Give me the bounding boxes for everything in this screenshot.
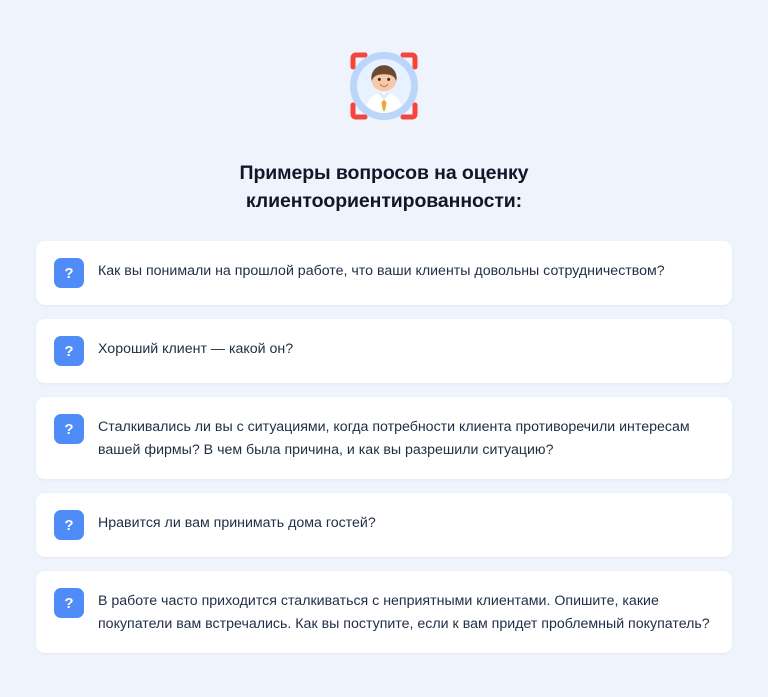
question-text: Хороший клиент — какой он? xyxy=(98,341,294,358)
list-item xyxy=(36,241,732,305)
list-item xyxy=(36,397,732,479)
question-mark-icon: ? xyxy=(54,588,84,618)
list-item xyxy=(36,493,732,557)
question-text: Нравится ли вам принимать дома гостей? xyxy=(98,515,376,532)
customer-focus-target-icon xyxy=(332,34,436,138)
question-mark-icon: ? xyxy=(54,414,84,444)
page-title-line-2: клиентоориентированности: xyxy=(245,189,523,212)
question-mark-icon: ? xyxy=(54,510,84,540)
page-title xyxy=(240,160,529,215)
list-item xyxy=(36,319,732,383)
question-mark-icon: ? xyxy=(54,258,84,288)
question-mark-icon: ? xyxy=(54,336,84,366)
list-item xyxy=(36,571,732,653)
question-list xyxy=(36,241,732,653)
page-title-line-1: Примеры вопросов на оценку xyxy=(239,162,529,184)
question-text: В работе часто приходится сталкиваться с неприятными клиентами. Опишите, какие покупатели вам встречались. Как вы поступите, если к вам придет проблемный покупатель? xyxy=(98,593,710,633)
question-text: Сталкивались ли вы с ситуациями, когда потребности клиента противоречили интересам вашей фирмы? В чем была причина, и как вы разрешили ситуацию? xyxy=(98,419,690,459)
question-text: Как вы понимали на прошлой работе, что ваши клиенты довольны сотрудничеством? xyxy=(98,263,665,280)
